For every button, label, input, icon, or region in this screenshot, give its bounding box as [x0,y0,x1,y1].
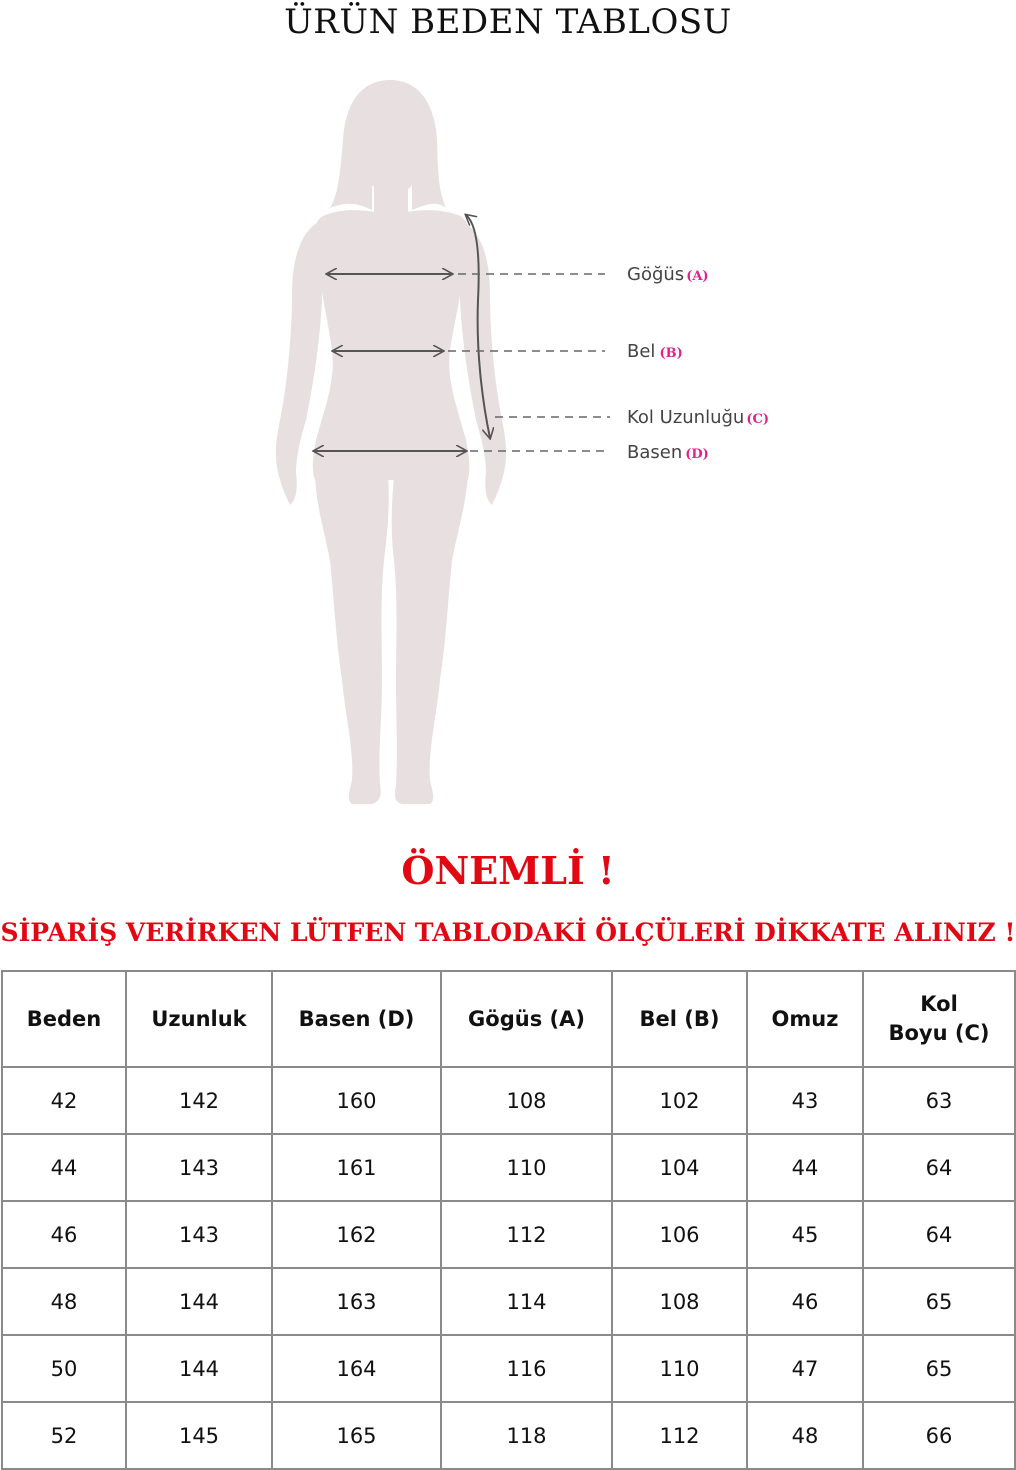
table-row [2,1335,1015,1402]
label-chest: Göğüs (A) [627,264,709,285]
body-measurement-figure [0,60,1016,820]
cell-hip: 161 [272,1134,441,1201]
cell-size: 46 [2,1201,126,1268]
cell-sleeve-length: 64 [863,1201,1015,1268]
cell-hip: 162 [272,1201,441,1268]
cell-chest: 118 [441,1402,612,1469]
cell-chest: 110 [441,1134,612,1201]
cell-sleeve-length: 64 [863,1134,1015,1201]
cell-hip: 160 [272,1067,441,1134]
table-row [2,1201,1015,1268]
cell-waist: 110 [612,1335,747,1402]
table-row [2,1134,1015,1201]
cell-hip: 165 [272,1402,441,1469]
cell-length: 142 [126,1067,272,1134]
size-table [1,970,1016,1470]
cell-length: 144 [126,1268,272,1335]
label-waist: Bel (B) [627,341,683,362]
cell-size: 50 [2,1335,126,1402]
header-shoulder: Omuz [747,971,863,1067]
cell-length: 143 [126,1134,272,1201]
warning-text: SİPARİŞ VERİRKEN LÜTFEN TABLODAKİ ÖLÇÜLERİ DİKKATE ALINIZ ! [0,918,1016,947]
cell-chest: 116 [441,1335,612,1402]
cell-chest: 108 [441,1067,612,1134]
cell-shoulder: 45 [747,1201,863,1268]
cell-waist: 108 [612,1268,747,1335]
cell-sleeve-length: 65 [863,1268,1015,1335]
header-hip: Basen (D) [272,971,441,1067]
cell-sleeve-length: 66 [863,1402,1015,1469]
cell-waist: 112 [612,1402,747,1469]
cell-size: 44 [2,1134,126,1201]
cell-length: 144 [126,1335,272,1402]
table-header-row [2,971,1015,1067]
label-hip: Basen (D) [627,442,709,463]
header-length: Uzunluk [126,971,272,1067]
header-chest: Gögüs (A) [441,971,612,1067]
cell-sleeve-length: 63 [863,1067,1015,1134]
header-sleeve-length: Kol Boyu (C) [863,971,1015,1067]
cell-waist: 106 [612,1201,747,1268]
label-sleeve-length: Kol Uzunluğu (C) [627,407,769,428]
cell-size: 42 [2,1067,126,1134]
important-heading: ÖNEMLİ ! [401,848,615,893]
cell-chest: 112 [441,1201,612,1268]
cell-waist: 104 [612,1134,747,1201]
woman-silhouette [276,80,506,804]
table-row [2,1268,1015,1335]
cell-shoulder: 48 [747,1402,863,1469]
cell-shoulder: 46 [747,1268,863,1335]
cell-hip: 164 [272,1335,441,1402]
cell-waist: 102 [612,1067,747,1134]
cell-length: 145 [126,1402,272,1469]
header-size: Beden [2,971,126,1067]
cell-hip: 163 [272,1268,441,1335]
cell-shoulder: 47 [747,1335,863,1402]
cell-shoulder: 43 [747,1067,863,1134]
header-waist: Bel (B) [612,971,747,1067]
table-row [2,1402,1015,1469]
cell-size: 52 [2,1402,126,1469]
cell-size: 48 [2,1268,126,1335]
page-title: ÜRÜN BEDEN TABLOSU [284,2,732,42]
table-row [2,1067,1015,1134]
cell-chest: 114 [441,1268,612,1335]
cell-shoulder: 44 [747,1134,863,1201]
cell-length: 143 [126,1201,272,1268]
cell-sleeve-length: 65 [863,1335,1015,1402]
